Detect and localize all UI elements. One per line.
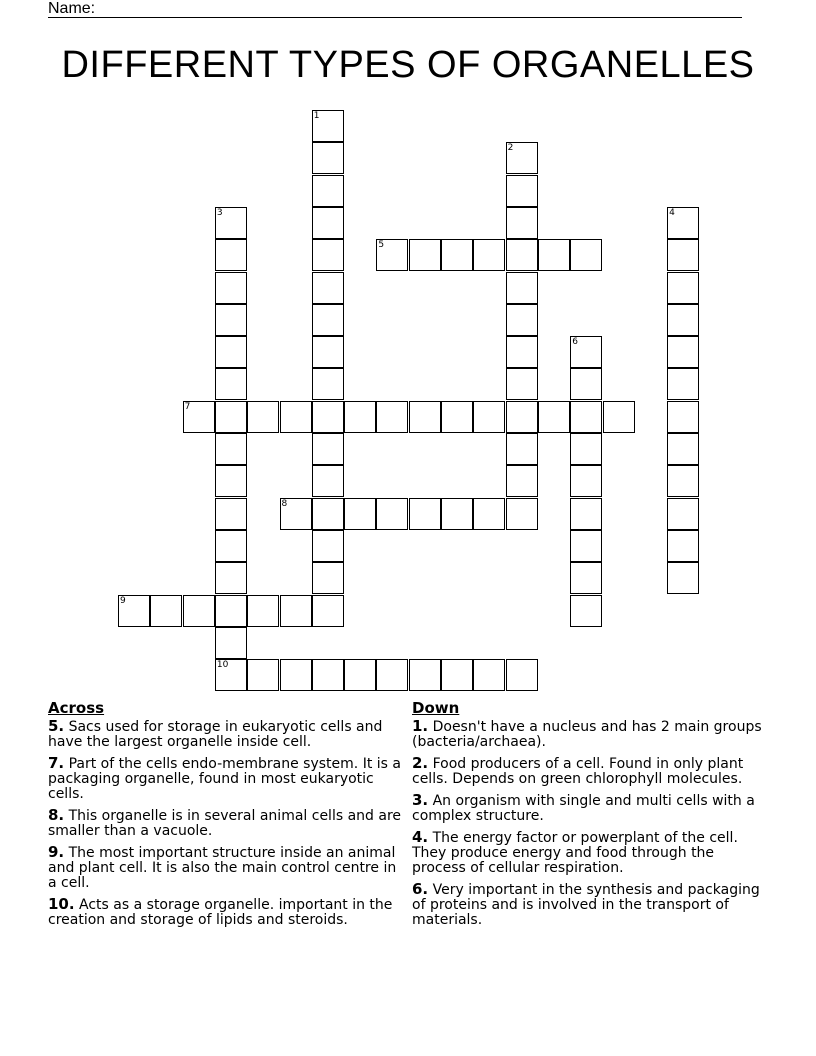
crossword-cell[interactable] xyxy=(215,239,247,271)
crossword-cell[interactable] xyxy=(441,239,473,271)
crossword-cell[interactable] xyxy=(441,659,473,691)
crossword-cell[interactable] xyxy=(215,627,247,659)
crossword-cell[interactable] xyxy=(312,465,344,497)
crossword-cell[interactable] xyxy=(506,498,538,530)
crossword-cell[interactable] xyxy=(312,530,344,562)
crossword-cell[interactable] xyxy=(312,110,344,142)
crossword-cell[interactable] xyxy=(409,498,441,530)
clue-down-3: 3. An organism with single and multi cells with a complex structure. xyxy=(412,791,755,824)
crossword-cell[interactable] xyxy=(570,595,602,627)
crossword-cell[interactable] xyxy=(409,239,441,271)
cell-number: 7 xyxy=(184,401,191,412)
crossword-cell[interactable] xyxy=(215,401,247,433)
crossword-cell[interactable] xyxy=(215,465,247,497)
cell-number: 1 xyxy=(313,111,320,121)
cell-number: 10 xyxy=(216,660,229,671)
crossword-cell[interactable] xyxy=(667,272,699,304)
clue-across-10: 10. Acts as a storage organelle. important in the creation and storage of lipids and steroids. xyxy=(48,895,393,928)
crossword-cell[interactable] xyxy=(247,595,279,627)
crossword-cell[interactable] xyxy=(312,336,344,368)
crossword-cell[interactable] xyxy=(667,304,699,336)
crossword-cell[interactable] xyxy=(118,595,150,627)
down-clues xyxy=(412,699,772,934)
crossword-cell[interactable] xyxy=(570,433,602,465)
crossword-cell[interactable] xyxy=(667,433,699,465)
cell-number: 4 xyxy=(669,207,675,218)
crossword-cell[interactable] xyxy=(280,401,312,433)
crossword-cell[interactable] xyxy=(570,368,602,400)
crossword-cell[interactable] xyxy=(667,239,699,271)
cell-number: 9 xyxy=(120,595,126,606)
crossword-cell[interactable] xyxy=(667,401,699,433)
clue-down-2: 2. Food producers of a cell. Found in only plant cells. Depends on green chlorophyll molecules. xyxy=(412,754,744,787)
crossword-cell[interactable] xyxy=(215,433,247,465)
crossword-cell[interactable] xyxy=(312,433,344,465)
crossword-cell[interactable] xyxy=(280,659,312,691)
crossword-cell[interactable] xyxy=(538,401,570,433)
crossword-cell[interactable] xyxy=(183,401,215,433)
cell-number: 8 xyxy=(281,498,288,509)
page-title: DIFFERENT TYPES OF ORGANELLES xyxy=(61,44,755,86)
crossword-cell[interactable] xyxy=(409,659,441,691)
crossword-cell[interactable] xyxy=(312,498,344,530)
crossword-cell[interactable] xyxy=(312,207,344,239)
crossword-cell[interactable] xyxy=(570,498,602,530)
clue-across-8: 8. This organelle is in several animal cells and are smaller than a vacuole. xyxy=(48,806,402,839)
crossword-cell[interactable] xyxy=(667,336,699,368)
crossword-cell[interactable] xyxy=(506,272,538,304)
clue-down-6: 6. Very important in the synthesis and packaging of proteins and is involved in the transport of materials. xyxy=(412,880,760,928)
crossword-cell[interactable] xyxy=(215,530,247,562)
crossword-cell[interactable] xyxy=(215,498,247,530)
crossword-cell[interactable] xyxy=(215,368,247,400)
crossword-cell[interactable] xyxy=(247,659,279,691)
crossword-cell[interactable] xyxy=(506,142,538,174)
clue-across-5: 5. Sacs used for storage in eukaryotic cells and have the largest organelle inside cell. xyxy=(48,717,383,750)
crossword-cell[interactable] xyxy=(441,498,473,530)
crossword-cell[interactable] xyxy=(215,595,247,627)
crossword-cell[interactable] xyxy=(280,595,312,627)
crossword-cell[interactable] xyxy=(667,562,699,594)
crossword-cell[interactable] xyxy=(506,401,538,433)
crossword-cell[interactable] xyxy=(603,401,635,433)
crossword-cell[interactable] xyxy=(215,659,247,691)
crossword-cell[interactable] xyxy=(376,401,408,433)
crossword-cell[interactable] xyxy=(376,498,408,530)
cell-number: 6 xyxy=(572,337,578,348)
crossword-cell[interactable] xyxy=(312,272,344,304)
crossword-cell[interactable] xyxy=(570,530,602,562)
crossword-cell[interactable] xyxy=(312,401,344,433)
crossword-cell[interactable] xyxy=(215,304,247,336)
crossword-cell[interactable] xyxy=(312,659,344,691)
cell-number: 5 xyxy=(378,240,385,251)
crossword-cell[interactable] xyxy=(280,498,312,530)
crossword-cell[interactable] xyxy=(667,207,699,239)
crossword-cell[interactable] xyxy=(473,401,505,433)
crossword-cell[interactable] xyxy=(473,498,505,530)
crossword-cell[interactable] xyxy=(506,336,538,368)
crossword-cell[interactable] xyxy=(538,239,570,271)
across-heading: Across xyxy=(48,699,105,717)
crossword-cell[interactable] xyxy=(312,562,344,594)
crossword-cell[interactable] xyxy=(506,433,538,465)
clue-across-7: 7. Part of the cells endo-membrane system. It is a packaging organelle, found in most eukaryotic cells. xyxy=(48,754,401,802)
crossword-cell[interactable] xyxy=(506,239,538,271)
crossword-cell[interactable] xyxy=(215,562,247,594)
crossword-cell[interactable] xyxy=(506,465,538,497)
crossword-cell[interactable] xyxy=(312,368,344,400)
crossword-cell[interactable] xyxy=(409,401,441,433)
cell-number: 2 xyxy=(507,143,514,154)
crossword-cell[interactable] xyxy=(344,498,376,530)
crossword-cell[interactable] xyxy=(344,659,376,691)
crossword-cell[interactable] xyxy=(312,239,344,271)
name-label: Name: xyxy=(48,0,96,17)
clue-across-9: 9. The most important structure inside an animal and plant cell. It is also the main control centre in a cell. xyxy=(48,843,397,891)
crossword-cell[interactable] xyxy=(376,239,408,271)
clue-down-4: 4. The energy factor or powerplant of the cell. They produce energy and food through the process of cellular respiration. xyxy=(412,828,738,876)
crossword-cell[interactable] xyxy=(667,498,699,530)
crossword-cell[interactable] xyxy=(150,595,182,627)
crossword-cell[interactable] xyxy=(312,304,344,336)
crossword-cell[interactable] xyxy=(215,207,247,239)
crossword-cell[interactable] xyxy=(441,401,473,433)
crossword-cell[interactable] xyxy=(376,659,408,691)
crossword-cell[interactable] xyxy=(215,336,247,368)
down-heading: Down xyxy=(412,699,460,717)
crossword-cell[interactable] xyxy=(506,659,538,691)
crossword-cell[interactable] xyxy=(570,239,602,271)
crossword-cell[interactable] xyxy=(344,401,376,433)
crossword-cell[interactable] xyxy=(506,175,538,207)
crossword-cell[interactable] xyxy=(570,562,602,594)
cell-number: 3 xyxy=(216,207,223,218)
crossword-cell[interactable] xyxy=(667,530,699,562)
crossword-cell[interactable] xyxy=(570,336,602,368)
crossword-cell[interactable] xyxy=(506,207,538,239)
clue-down-1: 1. Doesn't have a nucleus and has 2 main groups (bacteria/archaea). xyxy=(412,717,762,750)
crossword-cell[interactable] xyxy=(312,595,344,627)
crossword-cell[interactable] xyxy=(247,401,279,433)
crossword-cell[interactable] xyxy=(570,401,602,433)
crossword-cell[interactable] xyxy=(570,465,602,497)
crossword-cell[interactable] xyxy=(312,175,344,207)
crossword-cell[interactable] xyxy=(506,368,538,400)
crossword-cell[interactable] xyxy=(312,142,344,174)
crossword-cell[interactable] xyxy=(506,304,538,336)
crossword-cell[interactable] xyxy=(473,659,505,691)
crossword-cell[interactable] xyxy=(473,239,505,271)
crossword-cell[interactable] xyxy=(215,272,247,304)
across-clues xyxy=(48,699,408,934)
crossword-cell[interactable] xyxy=(183,595,215,627)
crossword-cell[interactable] xyxy=(667,368,699,400)
crossword-cell[interactable] xyxy=(667,465,699,497)
